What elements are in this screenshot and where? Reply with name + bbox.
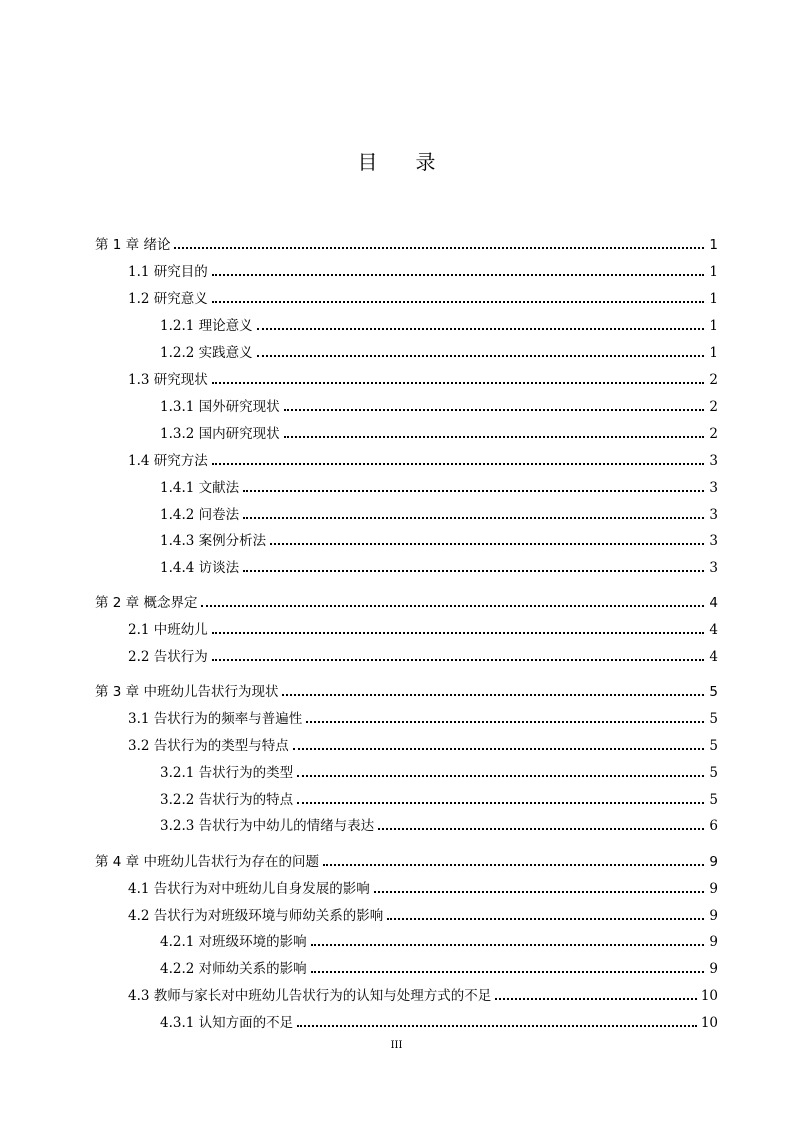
toc-entry-4-2-1[interactable] xyxy=(160,927,718,951)
toc-entry-label: 第 2 章 概念界定 xyxy=(95,595,198,611)
dot-leader xyxy=(387,918,704,920)
toc-entry-1-4-4[interactable] xyxy=(160,553,718,577)
toc-entry-page: 3 xyxy=(709,480,718,496)
toc-entry-page: 5 xyxy=(709,738,718,754)
toc-entry-1-1[interactable] xyxy=(128,257,718,281)
dot-leader xyxy=(212,382,704,384)
toc-entry-label: 3.1 告状行为的频率与普遍性 xyxy=(128,711,303,727)
dot-leader xyxy=(311,944,704,946)
toc-entry-page: 2 xyxy=(709,399,718,415)
dot-leader xyxy=(243,517,704,519)
dot-leader xyxy=(311,971,704,973)
toc-entry-label: 4.3 教师与家长对中班幼儿告状行为的认知与处理方式的不足 xyxy=(128,988,492,1004)
dot-leader xyxy=(282,694,704,696)
dot-leader xyxy=(297,775,704,777)
toc-entry-3-1[interactable] xyxy=(128,704,718,728)
toc-entry-label: 3.2.3 告状行为中幼儿的情绪与表达 xyxy=(160,818,375,834)
toc-entry-1-4-3[interactable] xyxy=(160,526,718,550)
toc-entry-page: 6 xyxy=(709,818,718,834)
toc-entry-page: 9 xyxy=(709,961,718,977)
toc-entry-page: 4 xyxy=(709,595,718,611)
toc-entry-page: 1 xyxy=(709,291,718,307)
page-number-footer: III xyxy=(390,1040,403,1051)
toc-entry-label: 1.2.2 实践意义 xyxy=(160,345,253,361)
dot-leader xyxy=(212,659,704,661)
dot-leader xyxy=(293,748,704,750)
toc-entry-label: 第 4 章 中班幼儿告状行为存在的问题 xyxy=(95,854,319,870)
dot-leader xyxy=(306,721,704,723)
toc-entry-page: 1 xyxy=(709,264,718,280)
toc-entry-page: 4 xyxy=(709,649,718,665)
dot-leader xyxy=(212,632,704,634)
toc-entry-page: 3 xyxy=(709,507,718,523)
dot-leader xyxy=(212,274,704,276)
dot-leader xyxy=(257,355,704,357)
dot-leader xyxy=(201,605,704,607)
toc-entry-page: 10 xyxy=(700,1015,718,1031)
toc-entry-chapter-1[interactable] xyxy=(95,230,718,254)
dot-leader xyxy=(374,891,704,893)
toc-entry-label: 4.2 告状行为对班级环境与师幼关系的影响 xyxy=(128,908,384,924)
toc-entry-chapter-2[interactable] xyxy=(95,588,718,612)
toc-entry-4-2-2[interactable] xyxy=(160,954,718,978)
toc-entry-page: 9 xyxy=(709,881,718,897)
toc-entry-label: 1.2.1 理论意义 xyxy=(160,318,253,334)
toc-entry-label: 1.3.1 国外研究现状 xyxy=(160,399,280,415)
toc-entry-label: 3.2.1 告状行为的类型 xyxy=(160,765,294,781)
toc-entry-3-2[interactable] xyxy=(128,731,718,755)
dot-leader xyxy=(297,1025,697,1027)
toc-entry-1-3-2[interactable] xyxy=(160,419,718,443)
toc-entry-2-2[interactable] xyxy=(128,642,718,666)
toc-entry-3-2-2[interactable] xyxy=(160,785,718,809)
dot-leader xyxy=(284,409,704,411)
toc-entry-page: 5 xyxy=(709,765,718,781)
toc-entry-1-4-1[interactable] xyxy=(160,473,718,497)
toc-entry-page: 3 xyxy=(709,453,718,469)
toc-entry-page: 2 xyxy=(709,426,718,442)
dot-leader xyxy=(243,490,704,492)
toc-entry-label: 2.2 告状行为 xyxy=(128,649,208,665)
toc-entry-label: 4.2.1 对班级环境的影响 xyxy=(160,934,307,950)
toc-entry-4-3[interactable] xyxy=(128,981,718,1005)
toc-entry-2-1[interactable] xyxy=(128,615,718,639)
toc-entry-label: 1.1 研究目的 xyxy=(128,264,208,280)
toc-entry-label: 4.3.1 认知方面的不足 xyxy=(160,1015,294,1031)
toc-entry-label: 2.1 中班幼儿 xyxy=(128,622,208,638)
toc-entry-page: 1 xyxy=(709,318,718,334)
toc-entry-label: 4.1 告状行为对中班幼儿自身发展的影响 xyxy=(128,881,370,897)
toc-entry-page: 9 xyxy=(709,934,718,950)
toc-entry-label: 1.4.3 案例分析法 xyxy=(160,533,267,549)
toc-entry-4-3-1[interactable] xyxy=(160,1008,718,1032)
toc-entry-page: 3 xyxy=(709,560,718,576)
toc-entry-3-2-1[interactable] xyxy=(160,758,718,782)
dot-leader xyxy=(297,802,704,804)
toc-entry-page: 1 xyxy=(709,345,718,361)
toc-entry-label: 1.4.1 文献法 xyxy=(160,480,240,496)
toc-entry-1-2-1[interactable] xyxy=(160,311,718,335)
toc-entry-page: 5 xyxy=(709,711,718,727)
toc-entry-label: 1.4 研究方法 xyxy=(128,453,208,469)
toc-entry-label: 3.2.2 告状行为的特点 xyxy=(160,792,294,808)
dot-leader xyxy=(212,463,704,465)
toc-entry-label: 第 1 章 绪论 xyxy=(95,237,171,253)
toc-entry-chapter-4[interactable] xyxy=(95,847,718,871)
toc-entry-1-2[interactable] xyxy=(128,284,718,308)
toc-entry-page: 9 xyxy=(709,854,718,870)
toc-entry-label: 第 3 章 中班幼儿告状行为现状 xyxy=(95,684,279,700)
toc-entry-page: 10 xyxy=(700,988,718,1004)
dot-leader xyxy=(323,864,704,866)
dot-leader xyxy=(174,247,704,249)
toc-entry-page: 9 xyxy=(709,908,718,924)
toc-entry-label: 1.4.4 访谈法 xyxy=(160,560,240,576)
toc-entry-label: 3.2 告状行为的类型与特点 xyxy=(128,738,289,754)
dot-leader xyxy=(270,543,704,545)
dot-leader xyxy=(495,998,697,1000)
toc-entry-chapter-3[interactable] xyxy=(95,677,718,701)
toc-entry-1-4-2[interactable] xyxy=(160,500,718,524)
toc-entry-label: 1.2 研究意义 xyxy=(128,291,208,307)
toc-entry-page: 3 xyxy=(709,533,718,549)
toc-entry-label: 1.3.2 国内研究现状 xyxy=(160,426,280,442)
toc-entry-page: 1 xyxy=(709,237,718,253)
toc-entry-1-2-2[interactable] xyxy=(160,338,718,362)
toc-entry-4-1[interactable] xyxy=(128,874,718,898)
toc-entry-page: 5 xyxy=(709,684,718,700)
toc-entry-label: 1.3 研究现状 xyxy=(128,372,208,388)
dot-leader xyxy=(257,328,704,330)
toc-entry-page: 2 xyxy=(709,372,718,388)
toc-entry-3-2-3[interactable] xyxy=(160,811,718,835)
dot-leader xyxy=(378,828,704,830)
toc-entry-1-3-1[interactable] xyxy=(160,392,718,416)
toc-entry-page: 4 xyxy=(709,622,718,638)
toc-entry-1-3[interactable] xyxy=(128,365,718,389)
dot-leader xyxy=(284,436,704,438)
page-title: 目录 xyxy=(357,150,474,174)
toc-entry-label: 4.2.2 对师幼关系的影响 xyxy=(160,961,307,977)
dot-leader xyxy=(243,570,704,572)
toc-entry-page: 5 xyxy=(709,792,718,808)
dot-leader xyxy=(212,301,704,303)
toc-entry-4-2[interactable] xyxy=(128,901,718,925)
toc-entry-label: 1.4.2 问卷法 xyxy=(160,507,240,523)
toc-entry-1-4[interactable] xyxy=(128,446,718,470)
